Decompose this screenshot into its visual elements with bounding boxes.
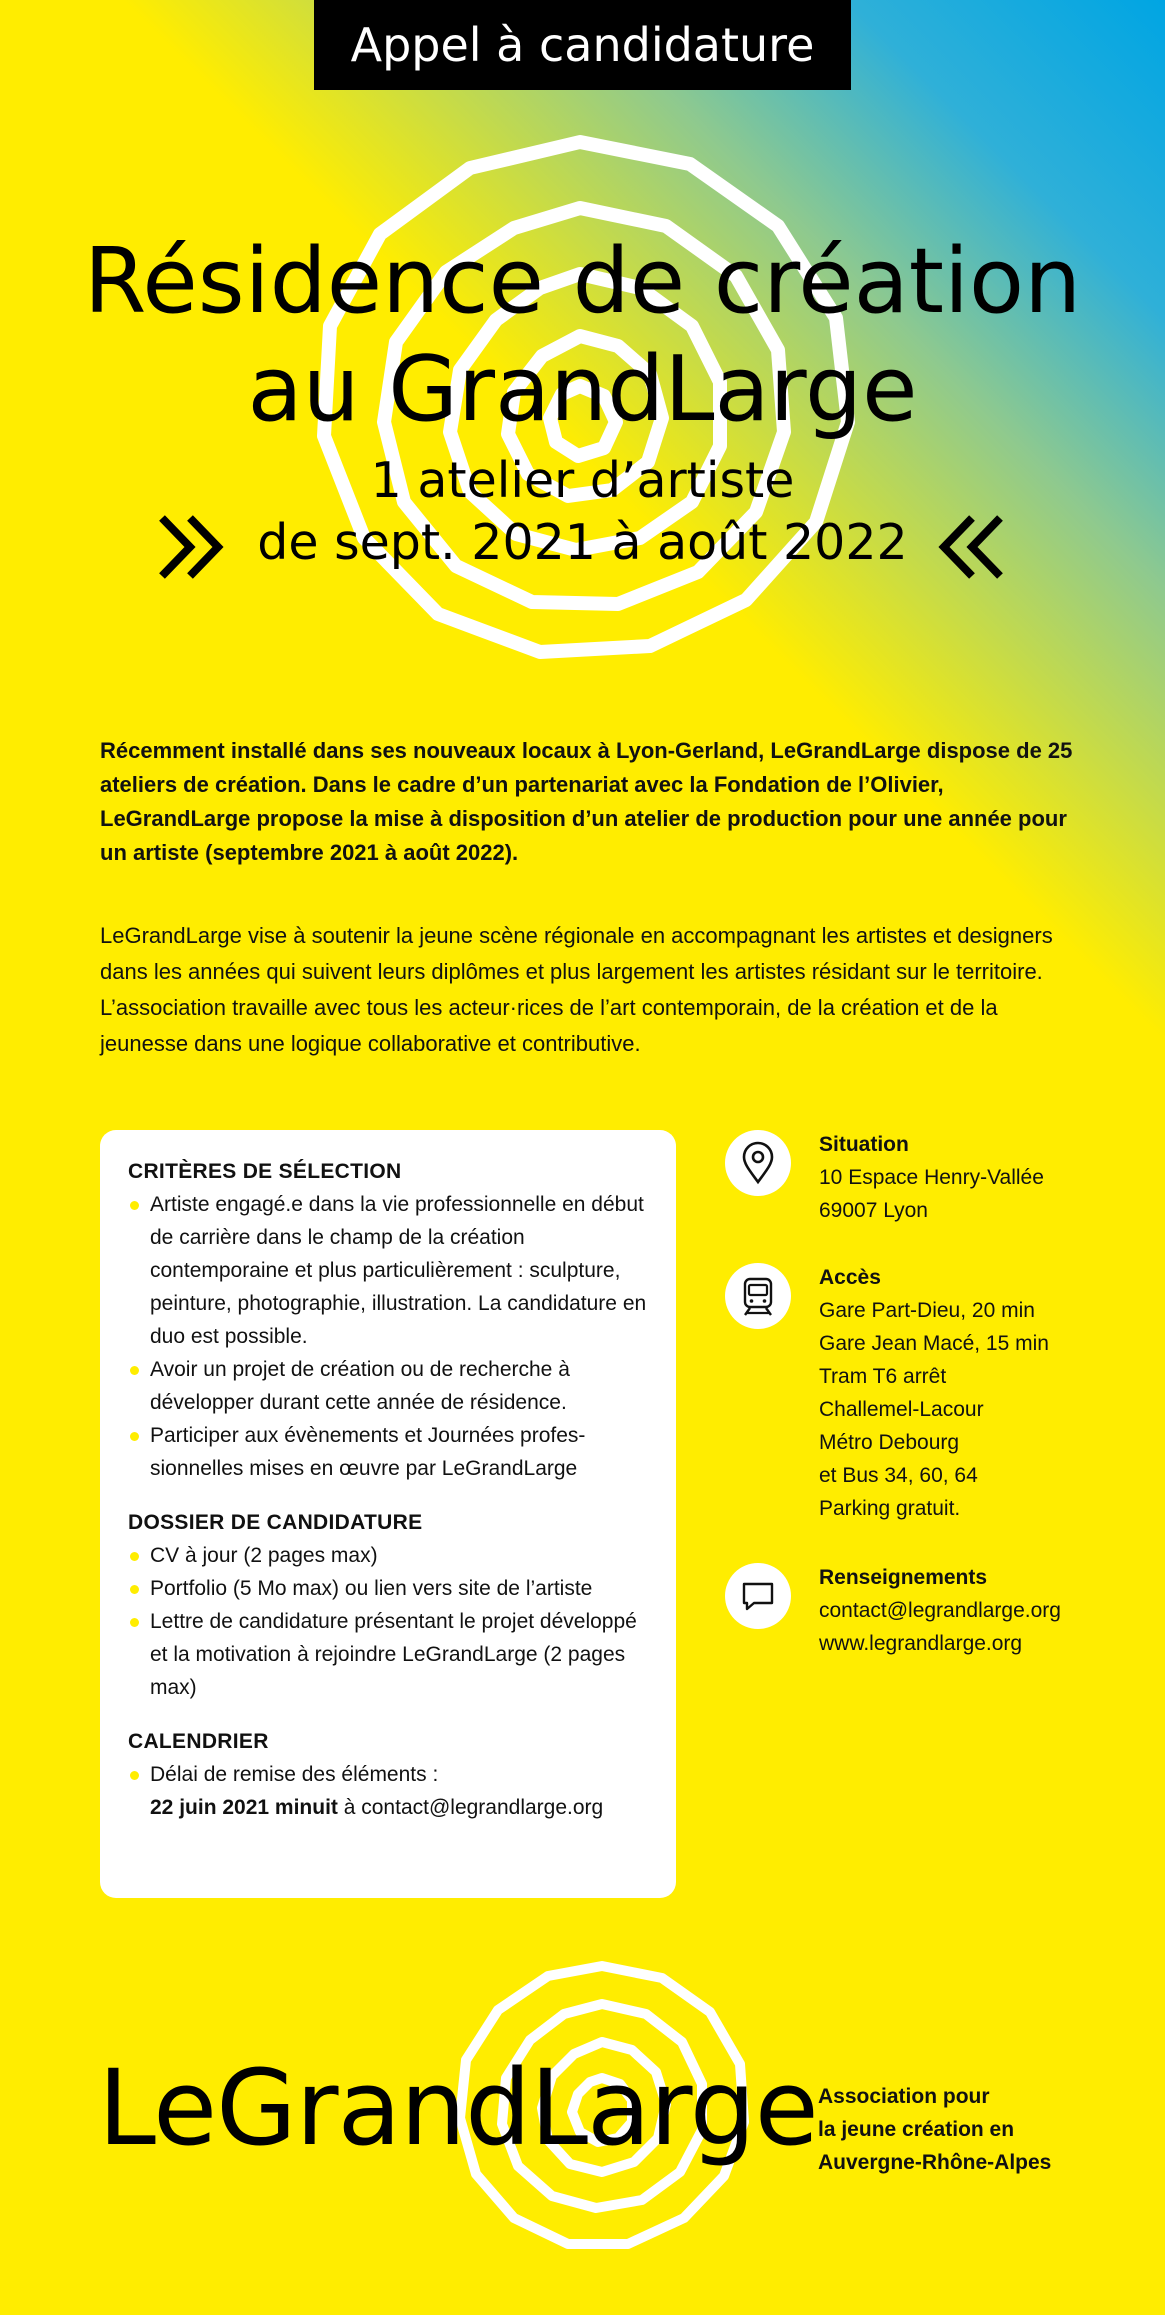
contact-website[interactable]: www.legrandlarge.org [819,1632,1023,1655]
deadline: 22 juin 2021 minuit [150,1796,338,1819]
calendar-label: Délai de remise des éléments : [150,1763,439,1786]
intro-paragraph: LeGrandLarge vise à soutenir la jeune scène régionale en accompagnant les artistes et designers dans les années qui suivent leurs diplômes et plus largement les artistes résidant sur le territoire. L’association travaille avec tous les acteur·rices de l’art contemporain, de la création et de la jeunesse dans une logique collaborative et contributive. [100,923,1053,1056]
page-title [0,228,1165,444]
access-line: Tram T6 arrêt [819,1365,947,1388]
tagline-line: la jeune création en [818,2118,1015,2141]
legrandlarge-logo: LeGrandLarge [98,2047,818,2169]
subtitle-line-2: de sept. 2021 à août 2022 [257,514,908,571]
subtitle-line-1: 1 atelier d’artiste [370,452,795,509]
access-line: Gare Jean Macé, 15 min [819,1332,1049,1355]
calendar-title: CALENDRIER [128,1730,269,1753]
situation-title: Situation [819,1133,909,1156]
call-for-applications-banner: Appel à candidature [314,0,851,90]
address-line: 10 Espace Henry-Vallée [819,1166,1044,1189]
access-line: Métro Debourg [819,1431,960,1454]
title-line-2: au GrandLarge [247,337,918,442]
tagline-line: Auvergne-Rhône-Alpes [818,2151,1052,2174]
access-line: et Bus 34, 60, 64 [819,1464,978,1487]
list-item [128,1758,658,1824]
access-line: Challemel-Lacour [819,1398,984,1421]
list-item: Artiste engagé.e dans la vie professionnelle en début de carrière dans le champ de la création contemporaine et plus particulièrement : sculpture, peinture, photographie, illustration. La candidature en duo est possible. [128,1188,658,1353]
dossier-list [128,1539,658,1704]
list-item: Portfolio (5 Mo max) ou lien vers site de l’artiste [128,1572,658,1605]
application-details-card [100,1130,676,1898]
list-item: Lettre de candidature présentant le projet développé et la motivation à rejoindre LeGrandLarge (2 pages max) [128,1605,658,1704]
address-line: 69007 Lyon [819,1199,928,1222]
double-chevron-right-icon [156,514,228,580]
calendar-list [128,1758,658,1824]
criteria-title: CRITÈRES DE SÉLECTION [128,1160,402,1183]
list-item: CV à jour (2 pages max) [128,1539,658,1572]
access-line: Parking gratuit. [819,1497,961,1520]
speech-bubble-icon [725,1563,791,1629]
contact-email[interactable]: contact@legrandlarge.org [819,1599,1061,1622]
intro-bold-paragraph: Récemment installé dans ses nouveaux locaux à Lyon-Gerland, LeGrandLarge dispose de 25 ateliers de création. Dans le cadre d’un partenariat avec la Fondation de l’Olivier, LeGrandLarge propose la mise à disposition d’un atelier de production pour une année pour un artiste (septembre 2021 à août 2022). [100,738,1073,865]
dossier-title: DOSSIER DE CANDIDATURE [128,1511,423,1534]
access-title: Accès [819,1266,881,1289]
double-chevron-left-icon [934,514,1006,580]
title-line-1: Résidence de création [83,229,1082,334]
tram-icon [725,1263,791,1329]
criteria-list [128,1188,658,1485]
tagline [818,2080,1118,2179]
access-line: Gare Part-Dieu, 20 min [819,1299,1035,1322]
deadline-email: à contact@legrandlarge.org [337,1796,604,1819]
contact-title: Renseignements [819,1566,988,1589]
tagline-line: Association pour [818,2085,990,2108]
list-item: Avoir un projet de création ou de recherche à développer durant cette année de résidence. [128,1353,658,1419]
list-item: Participer aux évènements et Journées profes-sionnelles mises en œuvre par LeGrandLarge [128,1419,658,1485]
location-pin-icon [725,1130,791,1196]
